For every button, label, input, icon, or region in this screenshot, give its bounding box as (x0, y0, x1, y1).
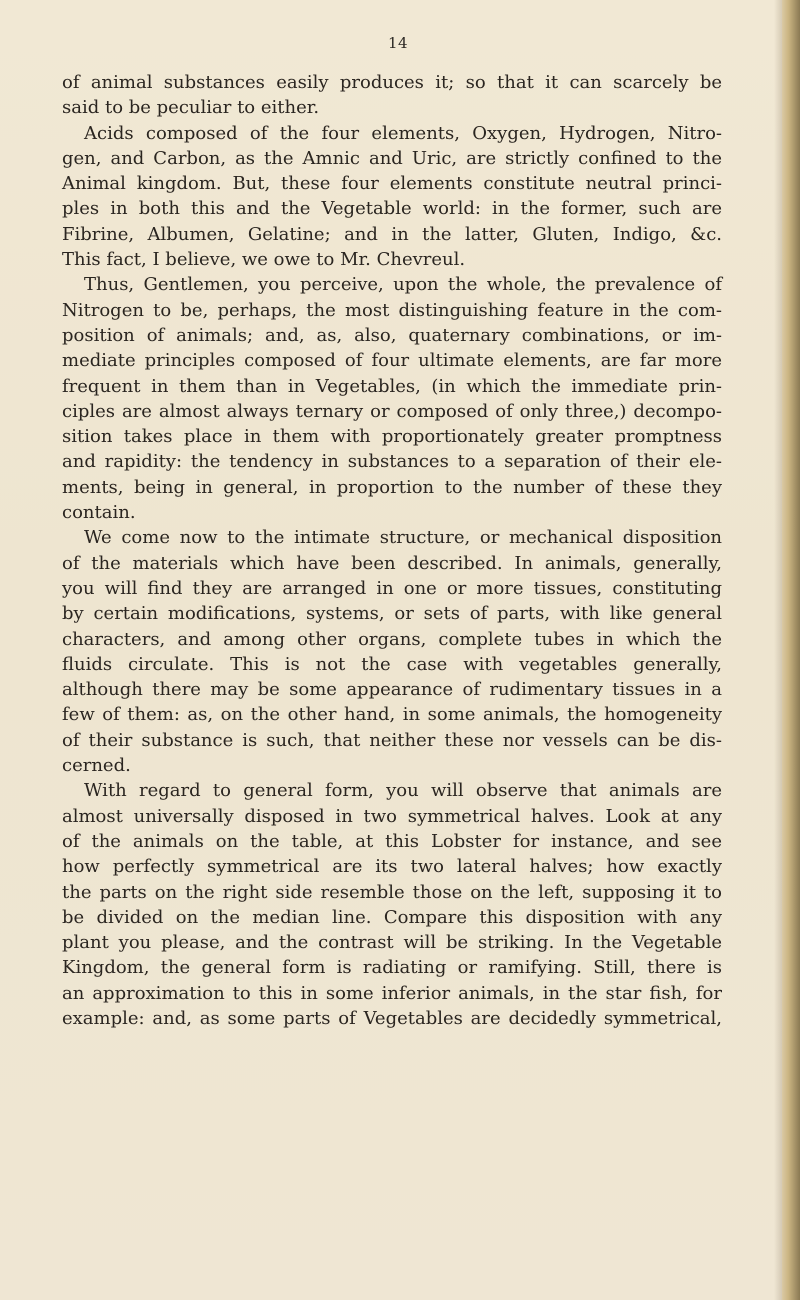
text-line: of animal substances easily produces it; so that it can scarcely be (62, 72, 722, 93)
text-line: of the animals on the table, at this Lobster for instance, and see (62, 830, 722, 852)
text-line: frequent in them than in Vegetables, (in which the immediate prin- (62, 375, 722, 397)
text-line: be divided on the median line. Compare this disposition with any (62, 906, 722, 928)
text-line: position of animals; and, as, also, quaternary combinations, or im- (62, 324, 722, 346)
text-line: of their substance is such, that neither these nor vessels can be dis- (62, 729, 722, 751)
text-line: Animal kingdom. But, these four elements constitute neutral princi- (62, 173, 722, 195)
text-line: example: and, as some parts of Vegetables are decidedly symmetrical, (62, 1007, 722, 1029)
text-line: Thus, Gentlemen, you perceive, upon the whole, the prevalence of (84, 274, 722, 296)
text-line: few of them: as, on the other hand, in some animals, the homogeneity (62, 704, 722, 726)
text-line: ciples are almost always ternary or composed of only three,) decompo- (62, 400, 722, 422)
text-line: This fact, I believe, we owe to Mr. Chevreul. (62, 249, 466, 271)
text-line: almost universally disposed in two symmetrical halves. Look at any (62, 805, 722, 827)
text-line: although there may be some appearance of rudimentary tissues in a (62, 679, 722, 701)
text-line: how perfectly symmetrical are its two lateral halves; how exactly (62, 856, 722, 878)
text-line: and rapidity: the tendency in substances to a separation of their ele- (62, 451, 722, 473)
text-line: ples in both this and the Vegetable world: in the former, such are (62, 198, 722, 220)
text-line: gen, and Carbon, as the Amnic and Uric, are strictly confined to the (62, 147, 722, 169)
text-line: sition takes place in them with proportionately greater promptness (62, 426, 722, 448)
text-line: cerned. (62, 755, 131, 777)
text-line: With regard to general form, you will observe that animals are (84, 780, 722, 802)
page-number: 14 (387, 34, 409, 52)
page-edge-shadow (774, 0, 782, 1300)
body-text (62, 70, 722, 1031)
text-line: Fibrine, Albumen, Gelatine; and in the latter, Gluten, Indigo, &c. (62, 223, 722, 245)
text-line: an approximation to this in some inferior animals, in the star fish, for (62, 982, 722, 1004)
text-line: fluids circulate. This is not the case with vegetables generally, (62, 653, 722, 675)
text-line: you will find they are arranged in one or more tissues, constituting (62, 577, 722, 599)
text-line: Kingdom, the general form is radiating or ramifying. Still, there is (62, 957, 722, 979)
text-line: the parts on the right side resemble those on the left, supposing it to (62, 881, 722, 903)
text-line: by certain modifications, systems, or sets of parts, with like general (62, 603, 722, 625)
text-line: characters, and among other organs, complete tubes in which the (62, 628, 722, 650)
text-line: ments, being in general, in proportion to the number of these they (62, 476, 722, 498)
text-line: contain. (62, 502, 136, 524)
text-line: of the materials which have been described. In animals, generally, (62, 552, 722, 574)
text-line: Nitrogen to be, perhaps, the most distinguishing feature in the com- (62, 299, 722, 321)
text-line: Acids composed of the four elements, Oxygen, Hydrogen, Nitro- (84, 122, 722, 144)
text-line: mediate principles composed of four ultimate elements, are far more (62, 350, 722, 372)
text-line: said to be peculiar to either. (62, 97, 320, 119)
text-line: plant you please, and the contrast will be striking. In the Vegetable (62, 932, 722, 954)
page-edge (782, 0, 800, 1300)
text-line: We come now to the intimate structure, or mechanical disposition (84, 527, 722, 549)
